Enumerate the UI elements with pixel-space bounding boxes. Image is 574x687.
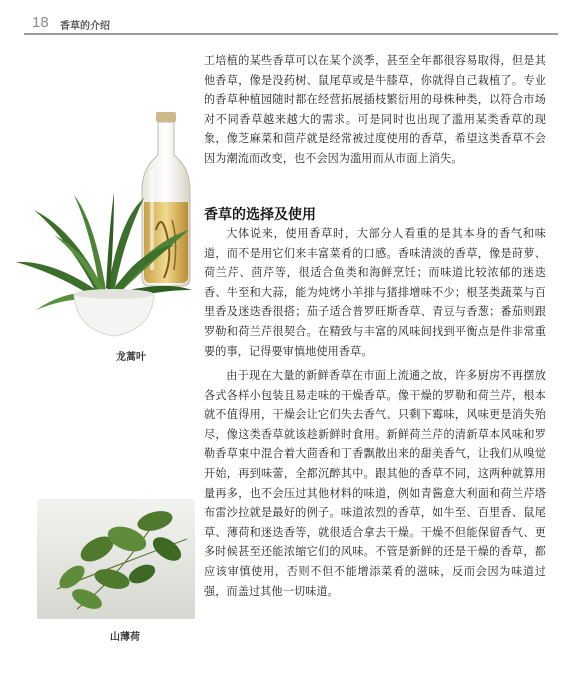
header-rule — [24, 33, 558, 35]
tarragon-caption: 龙蒿叶 — [116, 352, 146, 363]
section-heading: 香草的选择及使用 — [204, 207, 316, 223]
page-number: 18 — [32, 14, 49, 31]
page-header — [24, 12, 558, 36]
tarragon-image — [14, 190, 194, 346]
intro-paragraph: 工培植的某些香草可以在某个淡季，甚至全年都很容易取得，但是其他香草，像是没药树、鼠尾草或是牛膝草，你就得自己栽植了。专业的香草种植园随时都在经营拓展插枝繁衍用的母株种类，以符合市场对不同香草越来越大的需求。可是同时也出现了滥用某类香草的现象，像芝麻菜和茴芹就是经常被过度使用的香草，希望这类香草不会因为潮流而改变，也不会因为滥用而从市面上消失。 — [204, 54, 546, 165]
running-title: 香草的介绍 — [60, 21, 110, 32]
section-paragraph-2: 由于现在大量的新鲜香草在市面上流通之故，许多厨房不再摆放各式各样小包装且易走味的干燥香草。像干燥的罗勒和荷兰芹，根本就不值得用，干燥会让它们失去香气、只剩下霉味，风味更是消失殆尽，像这类香草就该趁新鲜时食用。新鲜荷兰芹的清新草本风味和罗勒香草束中混合着大茴香和丁香飘散出来的甜美香气，让我们从嗅觉开始，再到味蕾，全都沉醉其中。跟其他的香草不同，这两种就算用量再多，也不会压过其他材料的味道，例如青酱意大利面和荷兰芹塔布雷沙拉就是最好的例子。味道浓烈的香草，如牛至、百里香、鼠尾草、薄荷和迷迭香等，就很适合拿去干燥。干燥不但能保留香气、更多时候甚至还能浓缩它们的风味。不管是新鲜的还是干燥的香草，都应该审慎使用，否则不但不能增添菜肴的滋味，反而会因为味道过强，而盖过其他一切味道。 — [204, 369, 546, 598]
mint-caption: 山薄荷 — [110, 632, 140, 643]
mint-image — [37, 499, 195, 619]
section-paragraph-1: 大体说来，使用香草时，大部分人看重的是其本身的香气和味道，而不是用它们来丰富菜肴的口感。香味清淡的香草，像是莳萝、荷兰芹、茴芹等，很适合鱼类和海鲜烹饪；而味道比较浓郁的迷迭香、牛至和大蒜，能为炖烤小羊排与猪排增味不少；根茎类蔬菜与百里香及迷迭香很搭；茄子适合普罗旺斯香草、青豆与香葱；番茄则跟罗勒和荷兰芹很契合。在精致与丰富的风味间找到平衡点是件非常重要的事，记得要审慎地使用香草。 — [204, 227, 546, 358]
